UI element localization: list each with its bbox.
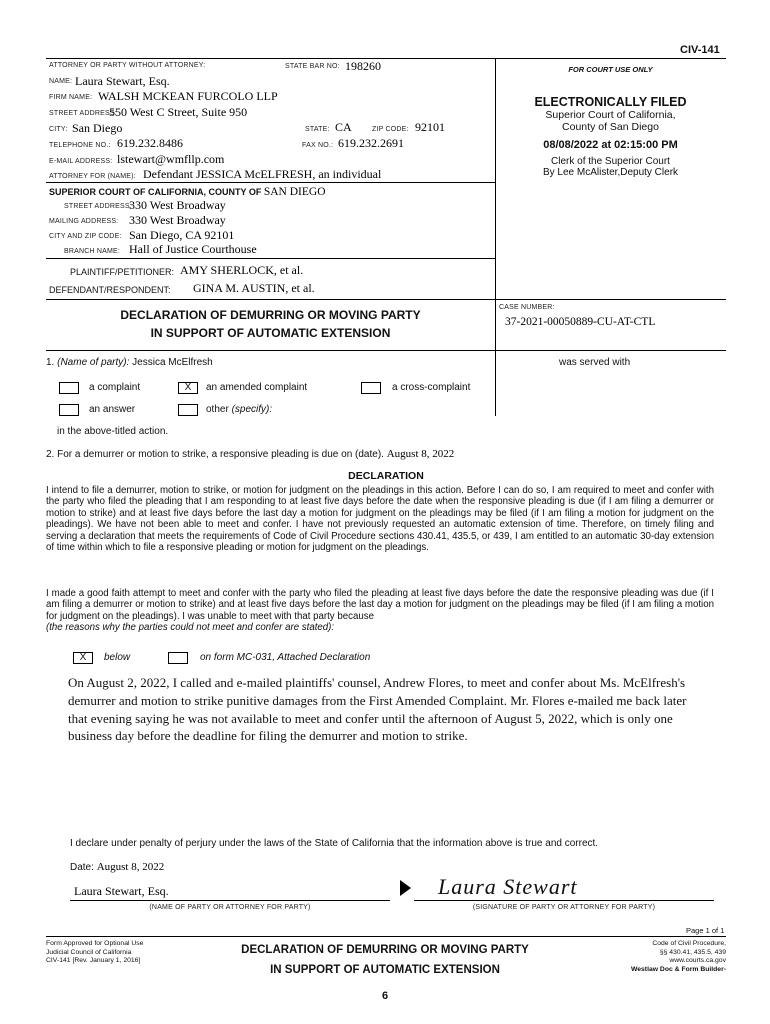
firm-name: WALSH MCKEAN FURCOLO LLP (98, 89, 278, 103)
attorney-name: Laura Stewart, Esq. (75, 74, 170, 88)
footer-left (46, 940, 143, 966)
item1 (46, 357, 213, 368)
phone-label: TELEPHONE NO.: (49, 142, 111, 149)
signature-date: August 8, 2022 (96, 861, 165, 873)
served-with: was served with (559, 357, 631, 368)
attorney-label: ATTORNEY OR PARTY WITHOUT ATTORNEY: (49, 62, 206, 69)
title-line2: IN SUPPORT OF AUTOMATIC EXTENSION (150, 326, 391, 340)
cross-complaint-option: a cross-complaint (392, 382, 471, 393)
court-heading-text: SUPERIOR COURT OF CALIFORNIA, COUNTY OF (49, 187, 262, 197)
court-bottom-rule (46, 258, 495, 259)
court-county: SAN DIEGO (263, 186, 326, 198)
court-branch: Hall of Justice Courthouse (129, 242, 257, 256)
item1-tail: in the above-titled action. (57, 426, 169, 437)
case-number: 37-2021-00050889-CU-AT-CTL (505, 316, 656, 328)
footer-left-2: Judicial Council of California (46, 948, 132, 956)
defendant-label: DEFENDANT/RESPONDENT: (49, 285, 171, 295)
name-rule (70, 900, 390, 901)
name-caption: (NAME OF PARTY OR ATTORNEY FOR PARTY) (149, 904, 311, 911)
attorney-zip: 92101 (415, 120, 445, 134)
footer-right-3: www.courts.ca.gov (669, 957, 726, 964)
court-street-label: STREET ADDRESS: (64, 203, 132, 210)
date-line (70, 861, 164, 873)
cross-complaint-checkbox[interactable] (361, 382, 381, 394)
answer-option: an answer (89, 404, 136, 415)
penalty-statement: I declare under penalty of perjury under the laws of the State of California that the information above is true and correct. (70, 838, 599, 849)
party-label: (Name of party): (57, 357, 130, 368)
attorney-city: San Diego (72, 121, 123, 135)
footer-title-2: IN SUPPORT OF AUTOMATIC EXTENSION (270, 964, 500, 976)
plaintiff-name: AMY SHERLOCK, et al. (180, 263, 304, 277)
complaint-option: a complaint (89, 382, 141, 393)
state-label: STATE: (305, 126, 330, 133)
efile-court: Superior Court of California, (545, 109, 676, 121)
street-label: STREET ADDRESS: (49, 110, 117, 117)
attorney-street: 550 West C Street, Suite 950 (109, 105, 248, 119)
signer-name: Laura Stewart, Esq. (74, 884, 169, 898)
fax-label: FAX NO.: (302, 142, 334, 149)
other-option (206, 404, 272, 415)
meet-confer-reasons: On August 2, 2022, I called and e-mailed plaintiffs' counsel, Andrew Flores, to meet and confer about Ms. McElfresh's demurrer and motion to strike punitive damages from the First Amended Complaint. Mr. Flores e-mailed me back later that evening saying he was not available to meet and confer until the afternoon of August 5, 2022, which is only one business day before the deadline for filing the demurrer and motion to strike. (68, 675, 687, 744)
bar-label: STATE BAR NO: (285, 63, 340, 70)
footer-left-3: CIV-141 [Rev. January 1, 2016] (46, 957, 141, 964)
amended-complaint-option: an amended complaint (206, 382, 308, 393)
attorney-for-label: ATTORNEY FOR (NAME): (49, 173, 136, 180)
attorney-state: CA (335, 120, 352, 134)
efile-clerk: Clerk of the Superior Court (551, 156, 670, 167)
amended-complaint-checkbox[interactable]: X (178, 382, 198, 394)
responsive-date: August 8, 2022 (386, 448, 455, 460)
attorney-bottom-rule (46, 182, 495, 183)
header-top-rule (46, 58, 726, 59)
other-checkbox[interactable] (178, 404, 198, 416)
item2 (46, 448, 454, 460)
below-checkbox[interactable]: X (73, 652, 93, 664)
city-label: CITY: (49, 126, 68, 133)
case-number-label: CASE NUMBER: (499, 304, 555, 311)
other-label: other (206, 404, 229, 415)
signature: Laura Stewart (438, 874, 578, 899)
footer-title (200, 940, 570, 980)
attorney-email: lstewart@wmfllp.com (117, 152, 225, 166)
form-id: CIV-141 (680, 44, 720, 56)
complaint-checkbox[interactable] (59, 382, 79, 394)
efile-county: County of San Diego (562, 121, 659, 133)
para2-reasons-label: (the reasons why the parties could not meet and confer are stated): (46, 622, 335, 634)
signature-rule (414, 900, 714, 901)
attorney-phone: 619.232.8486 (117, 136, 183, 150)
declaration-para1: I intend to file a demurrer, motion to strike, or motion for judgment on the pleadings in this action. Before I can do so, I am required to meet and confer with the party who filed the pleading that I am responding to at least five days before the date when the responsive pleading is due (if I am filing a demurrer or motion to strike) and at least five days before the last day a motion for judgment on the pleadings may be filed (if I am filing a motion for judgment on the pleadings). We have not been able to meet and confer. I have not previously requested an automatic extension of time. Therefore, on timely filing and serving a declaration that meets the requirements of Code of Civil Procedure sections 430.41, 435.5, or 439, I am entitled to an automatic 30-day extension of time within which to file a responsive pleading or motion for judgment on the pleadings. (46, 485, 714, 554)
date-label: Date: (70, 862, 94, 873)
page-number: 6 (381, 990, 389, 1002)
title-bottom-rule (46, 350, 726, 351)
title-line1: DECLARATION OF DEMURRING OR MOVING PARTY (120, 308, 421, 322)
zip-label: ZIP CODE: (372, 126, 409, 133)
court-branch-label: BRANCH NAME: (64, 248, 121, 255)
below-option: below (104, 652, 131, 663)
answer-checkbox[interactable] (59, 404, 79, 416)
plaintiff-label: PLAINTIFF/PETITIONER: (70, 267, 175, 277)
footer-right-1: Code of Civil Procedure, (652, 940, 726, 947)
mc031-option: on form MC-031, Attached Declaration (200, 652, 371, 663)
efile-deputy: By Lee McAlister,Deputy Clerk (542, 167, 679, 178)
footer-title-1: DECLARATION OF DEMURRING OR MOVING PARTY (241, 944, 529, 956)
footer-right-4: Westlaw Doc & Form Builder- (630, 965, 726, 973)
email-label: E-MAIL ADDRESS: (49, 158, 113, 165)
footer-right (586, 940, 726, 974)
firm-label: FIRM NAME: (49, 94, 93, 101)
specify-label: (specify): (231, 404, 273, 415)
para2-text: I made a good faith attempt to meet and confer with the party who filed the pleading at least five days before the date the responsive pleading was due (if I am filing a demurrer or motion to strike) and at least five days before the last day a motion for judgment on the pleadings may be filed (if I am filing a motion for judgment on the pleadings). I was unable to meet with that party because (46, 588, 714, 622)
sign-here-arrow-icon (400, 880, 411, 896)
efile-datetime: 08/08/2022 at 02:15:00 PM (543, 139, 678, 151)
efile-stamp (495, 95, 726, 178)
attorney-for: Defendant JESSICA McELFRESH, an individual (143, 167, 382, 181)
efile-title: ELECTRONICALLY FILED (534, 95, 687, 109)
document-title (46, 306, 495, 342)
court-mailing: 330 West Broadway (129, 213, 226, 227)
bar-number: 198260 (345, 59, 381, 73)
footer-rule (46, 936, 726, 937)
name-label: NAME: (49, 78, 73, 85)
mc031-checkbox[interactable] (168, 652, 188, 664)
declaration-para2 (46, 588, 714, 634)
court-cityzip: San Diego, CA 92101 (129, 228, 235, 242)
item1-num: 1. (46, 357, 55, 368)
page-of: Page 1 of 1 (686, 926, 725, 935)
court-mailing-label: MAILING ADDRESS: (49, 218, 119, 225)
defendant-name: GINA M. AUSTIN, et al. (193, 281, 315, 295)
parties-bottom-rule (46, 299, 726, 300)
item2-text: 2. For a demurrer or motion to strike, a responsive pleading is due on (date). (46, 449, 384, 460)
court-street: 330 West Broadway (129, 198, 226, 212)
party-name: Jessica McElfresh (132, 357, 213, 368)
attorney-fax: 619.232.2691 (338, 136, 404, 150)
footer-left-1: Form Approved for Optional Use (46, 940, 144, 947)
court-cityzip-label: CITY AND ZIP CODE: (49, 233, 122, 240)
footer-right-2: §§ 430.41, 435.5, 439 (659, 948, 726, 956)
declaration-heading: DECLARATION (348, 470, 424, 482)
court-use-label: FOR COURT USE ONLY (568, 65, 653, 74)
court-heading (49, 186, 326, 198)
signature-caption: (SIGNATURE OF PARTY OR ATTORNEY FOR PARTY) (472, 904, 656, 911)
